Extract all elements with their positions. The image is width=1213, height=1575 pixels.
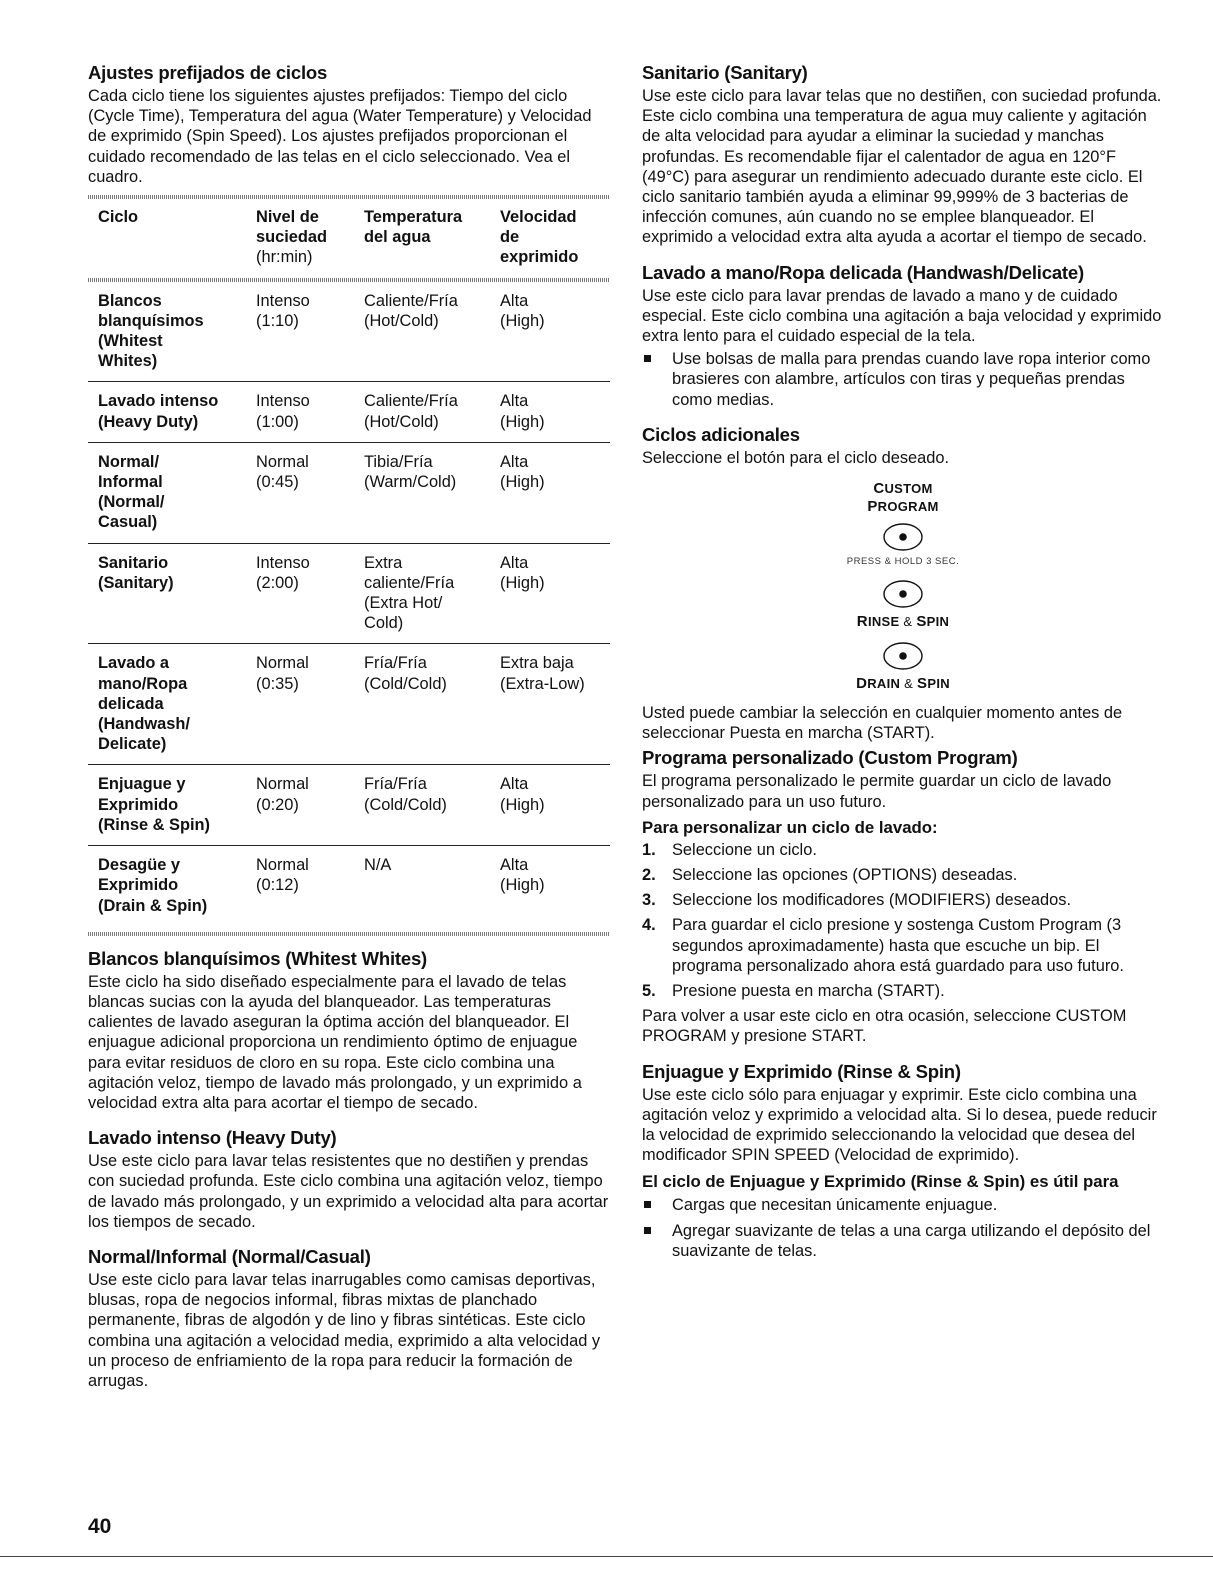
custom-program-subtitle: Para personalizar un ciclo de lavado:: [642, 817, 938, 837]
indicator-dot-icon: [899, 590, 907, 598]
handwash-section: [642, 262, 1164, 410]
rinse-bullet: Cargas que necesitan únicamente enjuague.: [642, 1195, 1164, 1215]
custom-program-button[interactable]: [881, 522, 925, 552]
step-item: 3. Seleccione los modificadores (MODIFIERS) deseados.: [642, 891, 1072, 910]
cycle-cell: Lavado a mano/Ropa delicada (Handwash/ Delicate): [88, 644, 256, 765]
presets-heading: Ajustes prefijados de ciclos: [88, 62, 328, 83]
header-soil: Nivel de suciedad (hr:min): [256, 208, 328, 267]
additional-heading: Ciclos adicionales: [642, 423, 800, 445]
whitest-heading: Blancos blanquísimos (Whitest Whites): [88, 947, 427, 969]
table-bottom-rule: [88, 932, 610, 936]
spin-cell: Alta (High): [500, 291, 545, 330]
handwash-bullets: [642, 349, 1164, 410]
rinse-bullets: [642, 1195, 1164, 1262]
spin-cell: Alta (High): [500, 543, 610, 644]
presets-section: [88, 62, 610, 187]
rinse-body: Use este ciclo sólo para enjuagar y exprimir. Este ciclo combina una agitación veloz y exprimido a velocidad alta. Si lo desea, puede reducir la velocidad de exprimido seleccionando la velocidad que desea del modificador SPIN SPEED (Velocidad de exprimido).: [642, 1085, 1157, 1165]
temp-cell: Extra caliente/Fría (Extra Hot/ Cold): [364, 543, 500, 644]
rinse-bullet: Agregar suavizante de telas a una carga utilizando el depósito del suavizante de telas.: [642, 1221, 1164, 1261]
table-row: [88, 442, 610, 543]
handwash-heading: Lavado a mano/Ropa delicada (Handwash/Delicate): [642, 261, 1084, 283]
indicator-dot-icon: [899, 652, 907, 660]
spin-cell: Alta (High): [500, 765, 610, 846]
temp-cell: Caliente/Fría (Hot/Cold): [364, 291, 458, 330]
table-row: [88, 282, 610, 382]
header-cycle: Ciclo: [98, 208, 139, 227]
page-number: 40: [88, 1515, 112, 1538]
custom-program-body: El programa personalizado le permite guardar un ciclo de lavado personalizado para un uso futuro.: [642, 772, 1112, 811]
soil-cell: Intenso (2:00): [256, 543, 364, 644]
additional-body: Seleccione el botón para el ciclo deseado.: [642, 448, 950, 467]
spin-cell: Alta (High): [500, 442, 610, 543]
rinse-section: [642, 1061, 1164, 1261]
left-column: [88, 62, 610, 1405]
whitest-section: [88, 948, 610, 1113]
table-row: [88, 765, 610, 846]
table-row: [88, 543, 610, 644]
sanitary-heading: Sanitario (Sanitary): [642, 62, 808, 83]
cycle-rows: [88, 282, 610, 926]
step-item: 4. Para guardar el ciclo presione y sostenga Custom Program (3 segundos aproximadamente) hasta que escuche un bip. El programa personalizado ahora está guardado para uso futuro.: [642, 916, 1124, 975]
temp-cell: Fría/Fría (Cold/Cold): [364, 644, 500, 765]
bottom-rule: [0, 1556, 1213, 1557]
header-spin: Velocidad de exprimido: [500, 208, 579, 267]
drain-spin-label: DRAIN & SPIN: [856, 675, 950, 693]
rinse-spin-button[interactable]: [881, 579, 925, 609]
temp-cell: Tibia/Fría (Warm/Cold): [364, 442, 500, 543]
soil-cell: Normal (0:35): [256, 644, 364, 765]
handwash-body: Use este ciclo para lavar prendas de lavado a mano y de cuidado especial. Este ciclo combina una agitación a baja velocidad y exprimido extra lento para el cuidado especial de la tela.: [642, 286, 1162, 346]
cycle-cell: Lavado intenso (Heavy Duty): [88, 382, 256, 442]
heavy-body: Use este ciclo para lavar telas resistentes que no destiñen y prendas con suciedad profunda. Este ciclo combina una agitación veloz, tiempo de lavado más prolongado, y un exprimido a velocidad alta para acortar los tiempos de secado.: [88, 1152, 609, 1231]
temp-cell: Fría/Fría (Cold/Cold): [364, 765, 500, 846]
drain-spin-button[interactable]: [881, 641, 925, 671]
soil-cell: Intenso (1:10): [256, 291, 310, 330]
indicator-dot-icon: [899, 533, 907, 541]
cycle-cell: Normal/ Informal (Normal/ Casual): [88, 442, 256, 543]
table-top-rule: [88, 195, 610, 199]
rinse-heading: Enjuague y Exprimido (Rinse & Spin): [642, 1060, 961, 1082]
cycle-cell: Sanitario (Sanitary): [88, 543, 256, 644]
cycle-cell: Enjuague y Exprimido (Rinse & Spin): [88, 765, 256, 846]
handwash-bullet: Use bolsas de malla para prendas cuando lave ropa interior como brasieres con alambre, artículos con tiras y pequeñas prendas como medias.: [642, 349, 1164, 410]
right-column: [642, 62, 1164, 1275]
table-header-row: [88, 205, 610, 278]
step-item: 1. Seleccione un ciclo.: [642, 840, 817, 859]
rinse-spin-label: RINSE & SPIN: [856, 613, 950, 631]
soil-cell: Normal (0:20): [256, 765, 364, 846]
normal-section: [88, 1246, 610, 1391]
custom-program-label: CUSTOM PROGRAM: [867, 480, 939, 516]
table-row: [88, 644, 610, 765]
custom-program-closing: Para volver a usar este ciclo en otra ocasión, seleccione CUSTOM PROGRAM y presione START.: [642, 1007, 1127, 1046]
heavy-section: [88, 1127, 610, 1232]
header-temp: Temperatura del agua: [364, 208, 463, 247]
step-item: 2. Seleccione las opciones (OPTIONS) deseadas.: [642, 866, 1018, 885]
sanitary-section: [642, 62, 1164, 248]
additional-section: [642, 424, 1164, 744]
spin-cell: Extra baja (Extra-Low): [500, 644, 610, 765]
cycle-table: [88, 205, 610, 926]
presets-body: Cada ciclo tiene los siguientes ajustes prefijados: Tiempo del ciclo (Cycle Time), Temperatura del agua (Water Temperature) y Velocidad de exprimido (Spin Speed). Los ajustes prefijados proporcionan el cuidado recomendado de las telas en el ciclo seleccionado. Vea el cuadro.: [88, 87, 592, 186]
temp-cell: Caliente/Fría (Hot/Cold): [364, 382, 500, 442]
table-row: [88, 846, 610, 926]
soil-cell: Normal (0:12): [256, 846, 364, 926]
press-hold-hint: PRESS & HOLD 3 SEC.: [846, 556, 960, 568]
whitest-body: Este ciclo ha sido diseñado especialmente para el lavado de telas blancas sucias con la ayuda del blanqueador. Las temperaturas calientes de lavado aseguran la óptima acción del blanqueador. El enjuague adicional proporciona un rendimiento óptimo de enjuague para evitar residuos de cloro en su ropa. Este ciclo combina una agitación veloz, tiempo de lavado más prolongado, y un exprimido a velocidad extra alta para acortar el tiempo de secado.: [88, 972, 582, 1112]
spin-cell: Alta (High): [500, 382, 610, 442]
additional-after: Usted puede cambiar la selección en cualquier momento antes de seleccionar Puesta en marcha (START).: [642, 704, 1123, 743]
custom-program-section: [642, 747, 1164, 1046]
sanitary-body: Use este ciclo para lavar telas que no destiñen, con suciedad profunda. Este ciclo combina una temperatura de agua muy caliente y agitación de alta velocidad para ayudar a eliminar la suciedad y manchas profundas. Es recomendable fijar el calentador de agua en 120°F (49°C) para asegurar un rendimiento adecuado durante este ciclo. El ciclo sanitario también ayuda a eliminar 99,999% de 3 bacterias de infección comunes, aún cuando no se emplee blanqueador. El exprimido a velocidad extra alta ayuda a acortar el tiempo de secado.: [642, 87, 1162, 247]
normal-heading: Normal/Informal (Normal/Casual): [88, 1245, 371, 1267]
table-row: [88, 382, 610, 442]
custom-program-steps: [642, 840, 1164, 1001]
heavy-heading: Lavado intenso (Heavy Duty): [88, 1127, 337, 1149]
spin-cell: Alta (High): [500, 846, 610, 926]
soil-cell: Intenso (1:00): [256, 382, 364, 442]
soil-cell: Normal (0:45): [256, 442, 364, 543]
temp-cell: N/A: [364, 846, 500, 926]
cycle-cell: Desagüe y Exprimido (Drain & Spin): [88, 846, 256, 926]
rinse-subtitle: El ciclo de Enjuague y Exprimido (Rinse & Spin) es útil para: [642, 1171, 1119, 1191]
control-panel: [642, 480, 1164, 693]
step-item: 5. Presione puesta en marcha (START).: [642, 982, 945, 1001]
normal-body: Use este ciclo para lavar telas inarrugables como camisas deportivas, blusas, ropa de negocios informal, fibras mixtas de planchado permanente, fibras de algodón y de lino y fibras sintéticas. Este ciclo combina una agitación a velocidad media, exprimido a alta velocidad y un proceso de enfriamiento de la ropa para reducir la formación de arrugas.: [88, 1270, 601, 1390]
cycle-cell: Blancos blanquísimos (Whitest Whites): [98, 291, 204, 371]
custom-program-heading: Programa personalizado (Custom Program): [642, 747, 1018, 769]
